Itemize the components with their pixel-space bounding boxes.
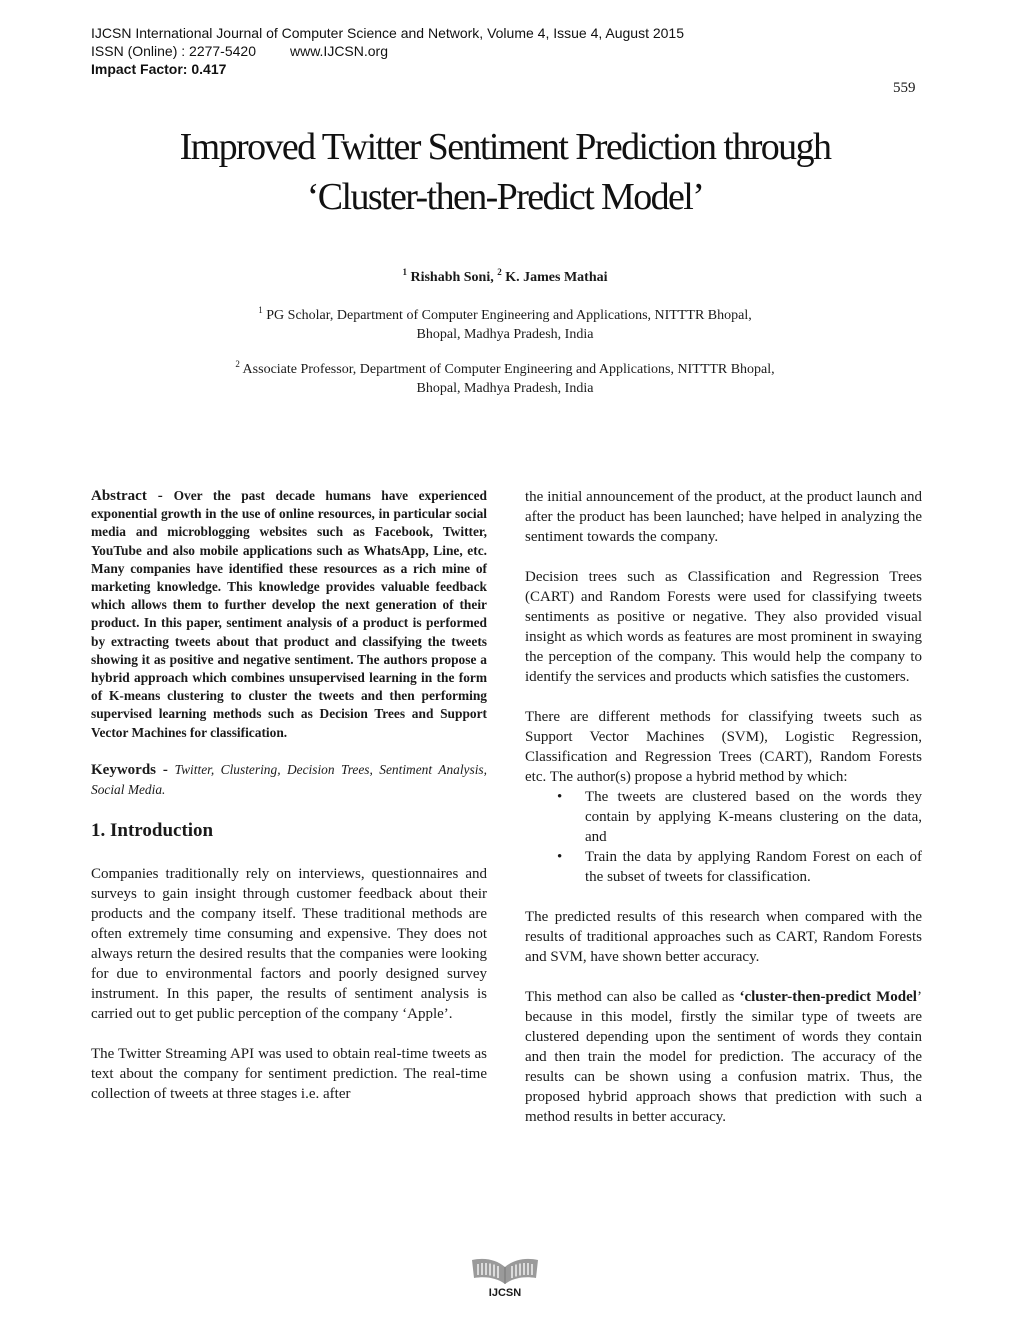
impact-factor: Impact Factor: 0.417 — [91, 61, 227, 77]
author-1-marker: 1 — [402, 267, 407, 277]
right-paragraph-3: There are different methods for classifying tweets such as Support Vector Machines (SVM), Logistic Regression, Classification and Regression Trees (CART), Random Forests etc. The author(s) propose a hybrid method by which: — [525, 709, 922, 785]
journal-header — [91, 24, 684, 78]
abstract-text: Over the past decade humans have experienced exponential growth in the use of online resources, in particular social media and microblogging websites such as Facebook, Twitter, YouTube and also mobile applications such as WhatsApp, Line, etc. Many companies have identified these resources as a rich mine of marketing knowledge. This knowledge provides valuable feedback which allows them to further develop the next generation of their product. In this paper, sentiment analysis of a product is performed by extracting tweets about that product and classifying the tweets showing it as positive and negative sentiment. The authors propose a hybrid approach which combines unsupervised learning in the form of K-means clustering to cluster the tweets and then performing supervised learning methods such as Decision Trees and Support Vector Machines for classification. — [91, 488, 487, 740]
p5-lead: This method can also be called as — [525, 989, 740, 1005]
right-paragraph-1: the initial announcement of the product, at the product launch and after the product has been launched; have helped in analyzing the sentiment towards the company. — [525, 489, 922, 545]
list-item: • Train the data by applying Random Forest on each of the subset of tweets for classification. — [585, 847, 922, 887]
affiliation-1-marker: 1 — [258, 305, 263, 315]
journal-url[interactable]: www.IJCSN.org — [289, 43, 389, 59]
abstract-label: Abstract - — [91, 488, 174, 504]
affiliation-1-line-1: PG Scholar, Department of Computer Engineering and Applications, NITTTR Bhopal, — [262, 308, 752, 323]
author-1: Rishabh Soni, — [406, 270, 498, 285]
affiliation-1 — [0, 306, 1010, 344]
footer-logo — [0, 1254, 1010, 1299]
affiliation-2 — [0, 360, 1010, 398]
intro-paragraph-1: Companies traditionally rely on interviews, questionnaires and surveys to gain insight through customer feedback about their products and the company itself. These traditional methods are often extremely time consuming and expensive. They does not always return the desired results that the companies were looking for due to environmental factors and poorly designed survey instrument. In this paper, the results of sentiment analysis is carried out to get public perception of the company ‘Apple’. — [91, 865, 487, 1022]
author-list — [0, 267, 1010, 286]
page-number: 559 — [893, 80, 916, 96]
issn: ISSN (Online) : 2277-5420 — [91, 43, 256, 59]
author-2: K. James Mathai — [501, 270, 608, 285]
issn-row — [91, 42, 684, 60]
list-item: • The tweets are clustered based on the words they contain by applying K-means clustering on the data, and — [585, 787, 922, 847]
section-heading-introduction: 1. Introduction — [91, 819, 214, 841]
abstract — [91, 487, 487, 742]
footer-logo-text: IJCSN — [488, 1287, 522, 1299]
keywords — [91, 760, 487, 799]
right-paragraph-4: The predicted results of this research when compared with the results of traditional approaches such as CART, Random Forests and SVM, have shown better accuracy. — [525, 909, 922, 965]
right-paragraph-2: Decision trees such as Classification and Regression Trees (CART) and Random Forests were used for classifying tweets sentiments as positive or negative. They also provided visual insight as which words as features are most prominent in swaying the perception of the company. This would help the company to identify the services and products which satisfies the customers. — [525, 569, 922, 685]
intro-paragraph-2: The Twitter Streaming API was used to obtain real-time tweets as text about the company for sentiment prediction. The real-time collection of tweets at three stages i.e. after — [91, 1045, 487, 1102]
paper-title — [0, 122, 1010, 222]
method-bullet-list — [585, 787, 922, 887]
journal-name: IJCSN International Journal of Computer Science and Network, Volume 4, Issue 4, August 2015 — [91, 25, 684, 41]
open-book-icon — [470, 1254, 540, 1286]
affiliation-1-line-2: Bhopal, Madhya Pradesh, India — [416, 327, 594, 342]
affiliation-2-marker: 2 — [235, 359, 240, 369]
right-paragraph-5 — [525, 987, 922, 1127]
keywords-label: Keywords - — [91, 761, 175, 778]
p5-rest: ’ because in this model, firstly the similar type of tweets are clustered depending upon the sentiment of words they contain and then train the model for prediction. The accuracy of the results can be shown using a confusion matrix. Thus, the proposed hybrid approach shows that prediction with such a method results in better accuracy. — [525, 989, 922, 1125]
affiliation-2-line-1: Associate Professor, Department of Computer Engineering and Applications, NITTTR Bhopal, — [239, 362, 775, 377]
title-line-2: ‘Cluster-then-Predict Model’ — [306, 176, 704, 218]
left-column — [91, 487, 487, 1104]
right-column — [525, 487, 922, 1127]
affiliation-2-line-2: Bhopal, Madhya Pradesh, India — [416, 381, 594, 396]
p5-bold-term: ‘cluster-then-predict Model — [739, 989, 917, 1005]
author-2-marker: 2 — [497, 267, 502, 277]
title-line-1: Improved Twitter Sentiment Prediction through — [179, 126, 831, 168]
keywords-text: Twitter, Clustering, Decision Trees, Sentiment Analysis, Social Media. — [91, 761, 487, 797]
